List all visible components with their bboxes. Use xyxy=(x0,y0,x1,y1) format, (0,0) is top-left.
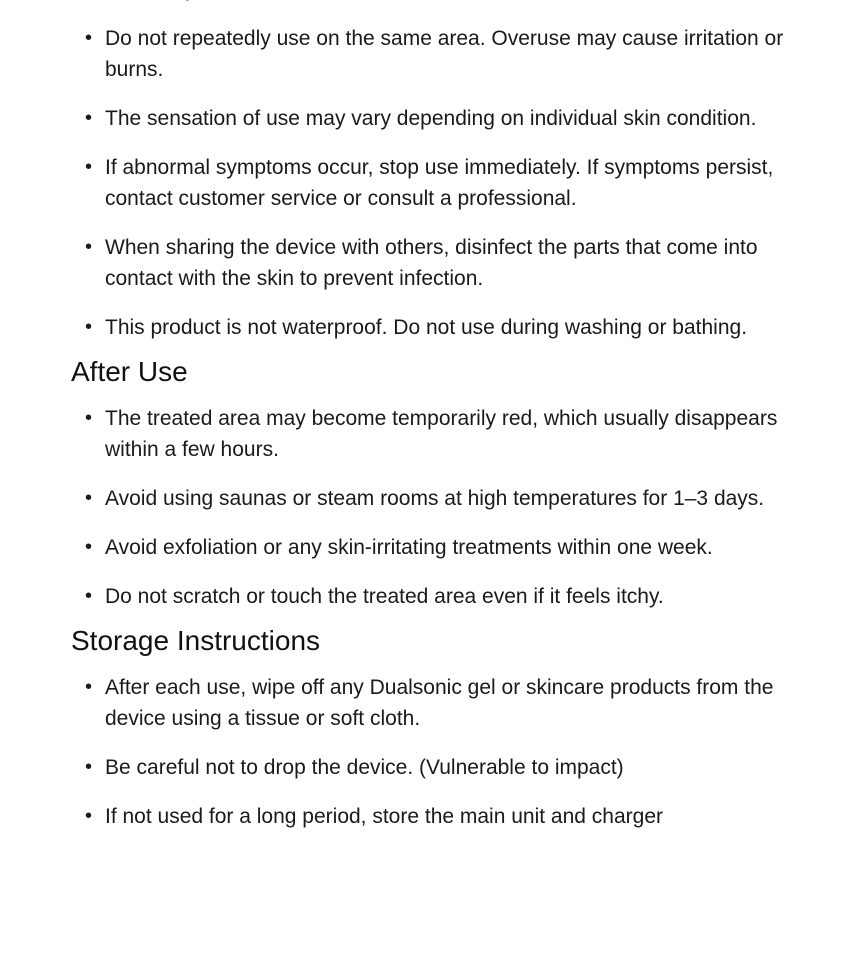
usage-precautions-list xyxy=(0,23,860,343)
list-item-text: Be careful not to drop the device. (Vulnerable to impact) xyxy=(105,756,624,779)
list-item xyxy=(0,152,860,214)
list-item-text: This product is not waterproof. Do not use during washing or bathing. xyxy=(105,316,748,339)
bullet-icon: • xyxy=(85,585,93,607)
bullet-icon: • xyxy=(85,756,93,778)
list-item-text: The treated area may become temporarily red, which usually disappears within a few hours. xyxy=(105,407,778,461)
list-item xyxy=(0,532,860,563)
list-item-text xyxy=(105,0,415,1)
after-use-heading: After Use xyxy=(71,356,188,387)
list-item xyxy=(0,801,860,832)
storage-instructions-heading: Storage Instructions xyxy=(71,625,321,656)
bullet-icon: • xyxy=(85,316,93,338)
list-item-text: The sensation of use may vary depending on individual skin condition. xyxy=(105,107,757,130)
bullet-icon: • xyxy=(85,676,93,698)
list-item xyxy=(0,581,860,612)
list-item-text: Avoid using saunas or steam rooms at high temperatures for 1–3 days. xyxy=(105,487,765,510)
list-item-text: Avoid exfoliation or any skin-irritating treatments within one week. xyxy=(105,536,713,559)
list-item xyxy=(0,312,860,343)
bullet-icon xyxy=(85,0,97,5)
list-item-text: Do not scratch or touch the treated area even if it feels itchy. xyxy=(105,585,664,608)
list-item-text: Do not repeatedly use on the same area. Overuse may cause irritation or burns. xyxy=(105,27,784,81)
storage-list xyxy=(0,672,860,832)
list-item xyxy=(0,23,860,85)
top-fragment-list xyxy=(0,0,860,5)
after-use-list xyxy=(0,403,860,612)
bullet-icon: • xyxy=(85,236,93,258)
bullet-icon: • xyxy=(85,156,93,178)
bullet-icon: • xyxy=(85,487,93,509)
list-item-text: If not used for a long period, store the main unit and charger xyxy=(105,805,664,828)
list-item xyxy=(0,103,860,134)
list-item-text: When sharing the device with others, disinfect the parts that come into contact with the skin to prevent infection. xyxy=(105,236,758,290)
bullet-icon: • xyxy=(85,27,93,49)
bullet-icon: • xyxy=(85,107,93,129)
list-item-text: After each use, wipe off any Dualsonic gel or skincare products from the device using a tissue or soft cloth. xyxy=(105,676,774,730)
list-item-text: If abnormal symptoms occur, stop use immediately. If symptoms persist, contact customer service or consult a professional. xyxy=(105,156,774,210)
bullet-icon: • xyxy=(85,536,93,558)
list-item xyxy=(0,0,860,5)
list-item xyxy=(0,483,860,514)
list-item xyxy=(0,672,860,734)
bullet-icon: • xyxy=(85,407,93,429)
list-item xyxy=(0,232,860,294)
list-item xyxy=(0,403,860,465)
bullet-icon: • xyxy=(85,805,93,827)
list-item xyxy=(0,752,860,783)
